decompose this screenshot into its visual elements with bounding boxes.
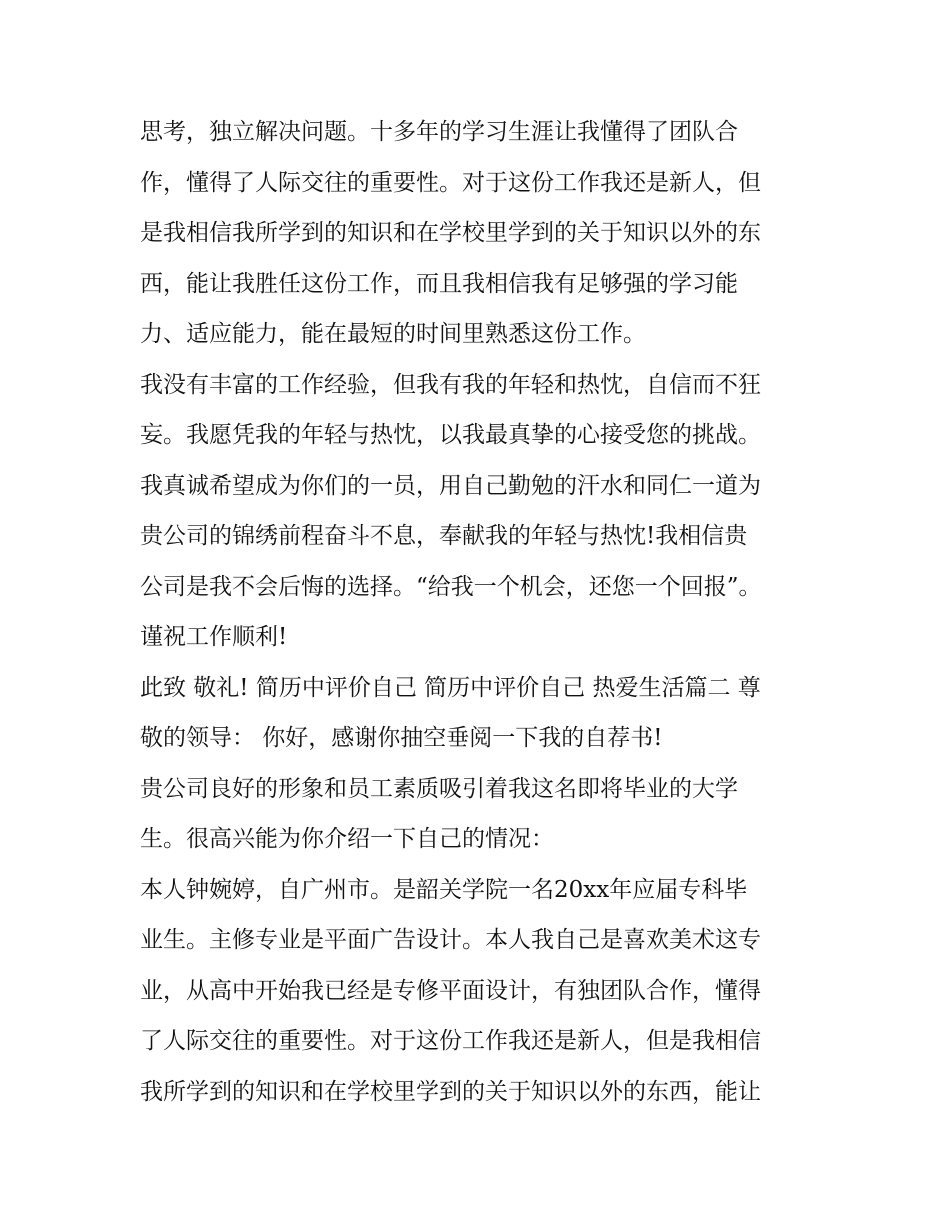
text-line: 我没有丰富的工作经验，但我有我的年轻和热忱，自信而不狂 [140,371,761,398]
text-line: 我真诚希望成为你们的一员，用自己勤勉的汗水和同仁一道为 [140,472,761,499]
text-line: 是我相信我所学到的知识和在学校里学到的关于知识以外的东 [140,220,761,246]
text-line: 力、适应能力，能在最短的时间里熟悉这份工作。 [140,321,646,347]
text-line: 本人钟婉婷，自广州市。是韶关学院一名20xx年应届专科毕 [140,876,748,903]
text-line: 贵公司良好的形象和员工素质吸引着我这名即将毕业的大学 [140,775,738,802]
text-line: 作，懂得了人际交往的重要性。对于这份工作我还是新人，但 [140,169,761,196]
text-line: 我所学到的知识和在学校里学到的关于知识以外的东西，能让 [140,1078,761,1105]
text-line: 此致 敬礼! 简历中评价自己 简历中评价自己 热爱生活篇二 尊 [140,674,761,701]
text-line: 业生。主修专业是平面广告设计。本人我自己是喜欢美术这专 [140,927,761,953]
text-line: 贵公司的锦绣前程奋斗不息，奉献我的年轻与热忱!我相信贵 [140,523,748,549]
text-line: 生。很高兴能为你介绍一下自己的情况： [140,826,554,852]
text-line: 公司是我不会后悔的选择。“给我一个机会，还您一个回报”。 [140,573,762,600]
text-line: 西，能让我胜任这份工作，而且我相信我有足够强的学习能 [140,270,738,297]
text-line: 妄。我愿凭我的年轻与热忱，以我最真挚的心接受您的挑战。 [140,422,761,448]
text-line: 思考，独立解决问题。十多年的学习生涯让我懂得了团队合 [140,119,738,145]
document-body [140,107,820,1117]
text-line: 谨祝工作顺利! [140,624,288,650]
text-line: 敬的领导： 你好，感谢你抽空垂阅一下我的自荐书! [140,725,663,751]
text-line: 业，从高中开始我已经是专修平面设计，有独团队合作，懂得 [140,977,761,1004]
text-line: 了人际交往的重要性。对于这份工作我还是新人，但是我相信 [140,1028,761,1054]
